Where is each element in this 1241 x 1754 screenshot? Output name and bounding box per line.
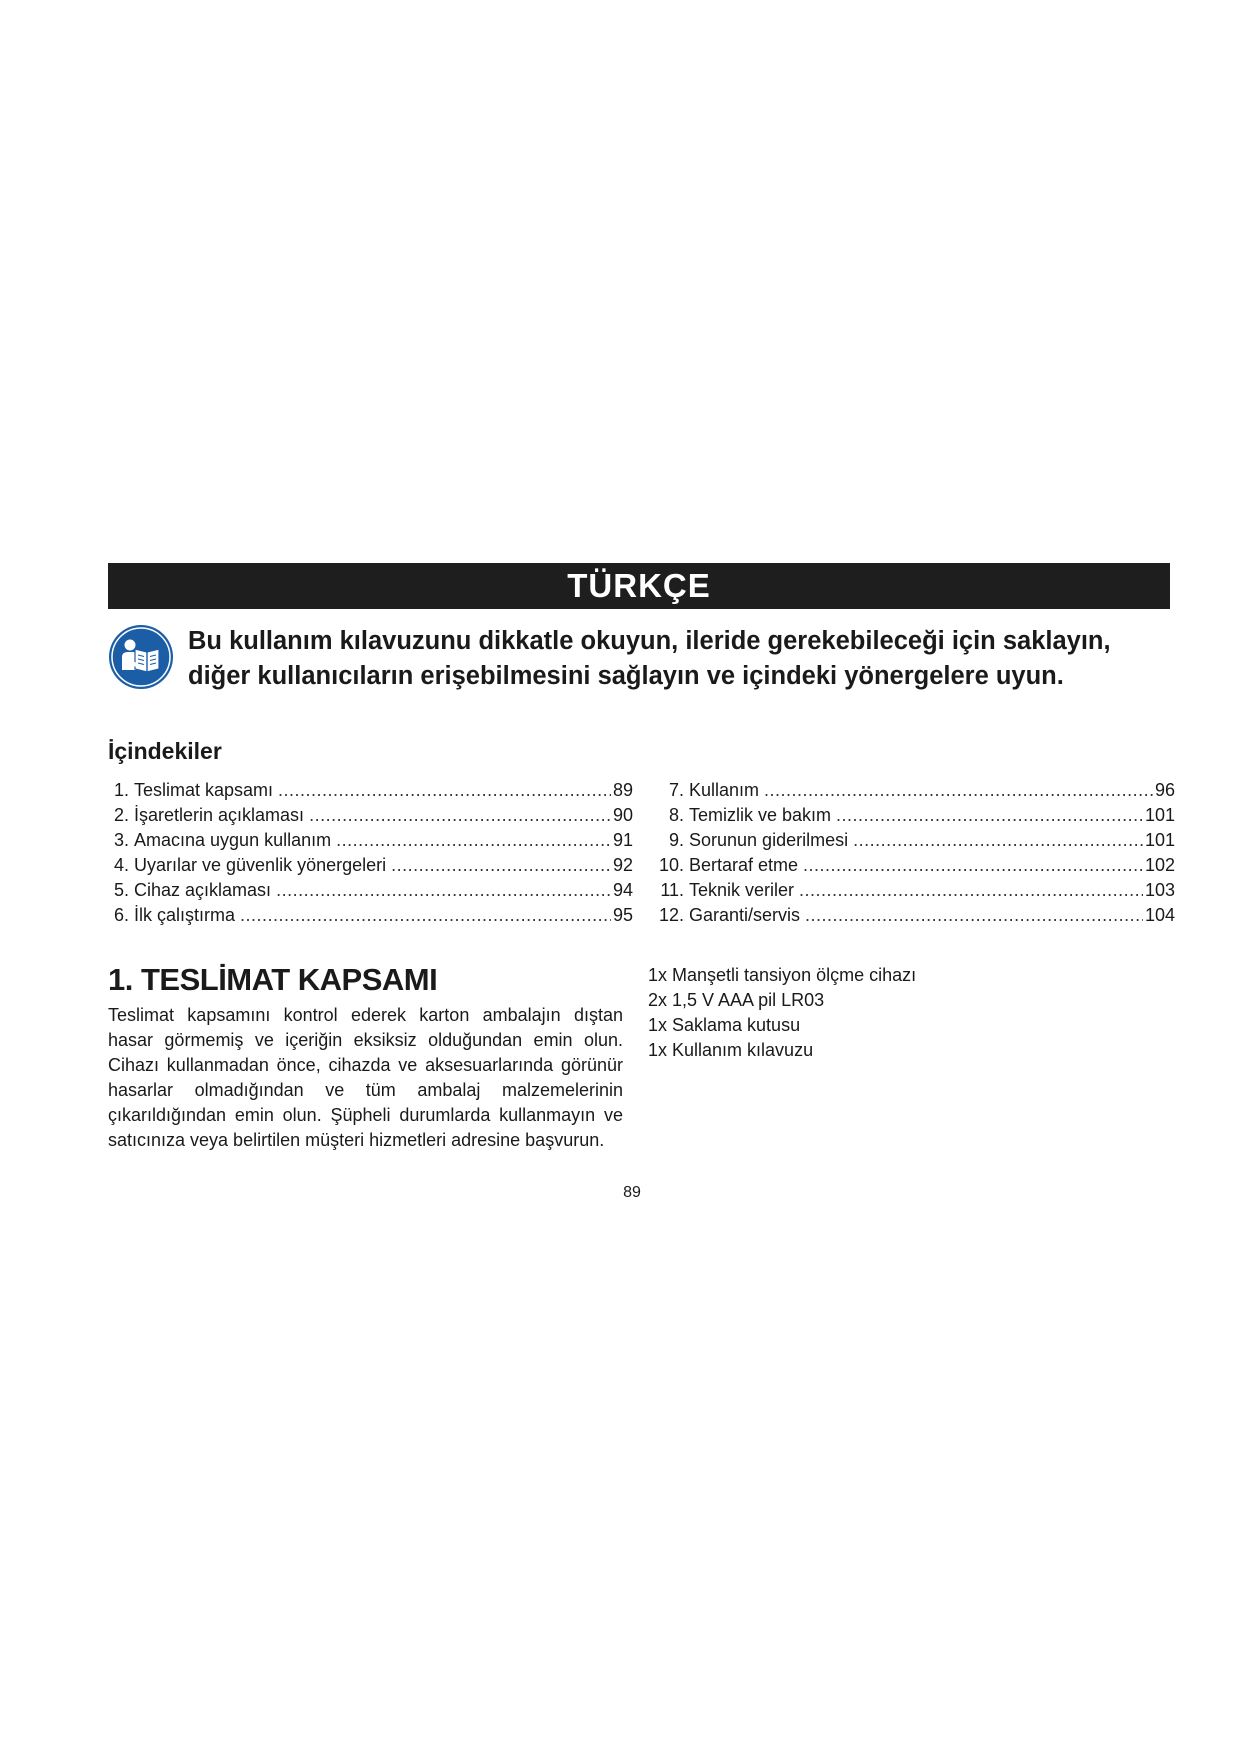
toc-dot-leader (764, 778, 1153, 803)
toc-dot-leader (799, 878, 1143, 903)
toc-entry[interactable] (108, 828, 633, 853)
language-header-bar (108, 563, 1170, 609)
toc-entry-number: 2. (113, 805, 129, 825)
toc-entry-number: 6. (113, 905, 129, 925)
toc-dot-leader (276, 878, 611, 903)
toc-entry[interactable] (653, 903, 1175, 928)
toc-right-column (653, 778, 1175, 928)
toc-entry-page: 92 (612, 855, 633, 875)
toc-entry-number: 9. (668, 830, 684, 850)
delivery-contents-list (648, 963, 916, 1063)
toc-entry-page: 102 (1144, 855, 1175, 875)
toc-entry-label: Uyarılar ve güvenlik yönergeleri (134, 855, 387, 875)
toc-entry-number: 1. (113, 780, 129, 800)
toc-entry-label: İşaretlerin açıklaması (134, 805, 305, 825)
toc-entry-page: 94 (612, 880, 633, 900)
toc-entry[interactable] (653, 853, 1175, 878)
language-title: TÜRKÇE (567, 567, 711, 604)
toc-entry-number: 12. (658, 905, 684, 925)
toc-entry-label: Garanti/servis (689, 905, 801, 925)
toc-entry[interactable] (653, 828, 1175, 853)
toc-entry-label: Teslimat kapsamı (134, 780, 274, 800)
toc-entry-page: 96 (1154, 780, 1175, 800)
toc-entry-number: 5. (113, 880, 129, 900)
toc-entry-number: 10. (658, 855, 684, 875)
toc-entry-label: Kullanım (689, 780, 760, 800)
toc-entry-label: Temizlik ve bakım (689, 805, 832, 825)
toc-entry[interactable] (108, 853, 633, 878)
toc-dot-leader (278, 778, 611, 803)
toc-entry[interactable] (108, 903, 633, 928)
toc-title: İçindekiler (108, 738, 222, 764)
read-manual-icon (108, 624, 174, 690)
toc-entry-label: Amacına uygun kullanım (134, 830, 332, 850)
delivery-item: 1x Saklama kutusu (648, 1015, 801, 1035)
toc-entry[interactable] (108, 778, 633, 803)
toc-entry-label: Sorunun giderilmesi (689, 830, 849, 850)
delivery-item: 1x Kullanım kılavuzu (648, 1040, 814, 1060)
toc-entry-label: Teknik veriler (689, 880, 795, 900)
read-manual-notice-text: Bu kullanım kılavuzunu dikkatle okuyun, ileride gerekebileceği için saklayın, diğer kullanıcıların erişebilmesini sağlayın ve içindeki yönergelere uyun. (188, 627, 1111, 690)
toc-entry-page: 101 (1144, 830, 1175, 850)
page-number: 89 (623, 1184, 641, 1201)
toc-entry[interactable] (108, 878, 633, 903)
delivery-item: 1x Manşetli tansiyon ölçme cihazı (648, 965, 917, 985)
toc-entry-number: 4. (113, 855, 129, 875)
toc-dot-leader (836, 803, 1143, 828)
toc-entry-label: İlk çalıştırma (134, 905, 236, 925)
toc-entry-label: Bertaraf etme (689, 855, 799, 875)
toc-entry-number: 3. (113, 830, 129, 850)
toc-entry[interactable] (653, 878, 1175, 903)
delivery-item: 2x 1,5 V AAA pil LR03 (648, 990, 825, 1010)
toc-dot-leader (309, 803, 611, 828)
read-manual-notice (108, 624, 1170, 694)
toc-dot-leader (240, 903, 611, 928)
toc-entry-page: 95 (612, 905, 633, 925)
toc-entry-page: 91 (612, 830, 633, 850)
toc-dot-leader (391, 853, 611, 878)
toc-entry-page: 89 (612, 780, 633, 800)
toc-entry-page: 90 (612, 805, 633, 825)
toc-dot-leader (336, 828, 611, 853)
toc-dot-leader (805, 903, 1143, 928)
toc-entry[interactable] (108, 803, 633, 828)
toc-entry-number: 8. (668, 805, 684, 825)
toc-entry[interactable] (653, 803, 1175, 828)
toc-entry-number: 7. (668, 780, 684, 800)
section-1-title: 1. TESLİMAT KAPSAMI (108, 962, 438, 997)
toc-entry-page: 103 (1144, 880, 1175, 900)
toc-entry-label: Cihaz açıklaması (134, 880, 272, 900)
toc-left-column (108, 778, 633, 928)
toc-entry[interactable] (653, 778, 1175, 803)
toc-dot-leader (853, 828, 1143, 853)
toc-entry-page: 101 (1144, 805, 1175, 825)
toc-entry-page: 104 (1144, 905, 1175, 925)
section-1-body: Teslimat kapsamını kontrol ederek karton ambalajın dıştan hasar görmemiş ve içeriğin eksiksiz olduğundan emin olun. Cihazı kullanmadan önce, cihazda ve aksesuarlarında görünür hasarlar olmadığından ve tüm ambalaj malzemelerinin çıkarıldığından emin olun. Şüpheli durumlarda kullanmayın ve satıcınıza veya belirtilen müşteri hizmetleri adresine başvurun. (108, 1005, 623, 1150)
toc-entry-number: 11. (660, 880, 684, 900)
toc-dot-leader (803, 853, 1143, 878)
